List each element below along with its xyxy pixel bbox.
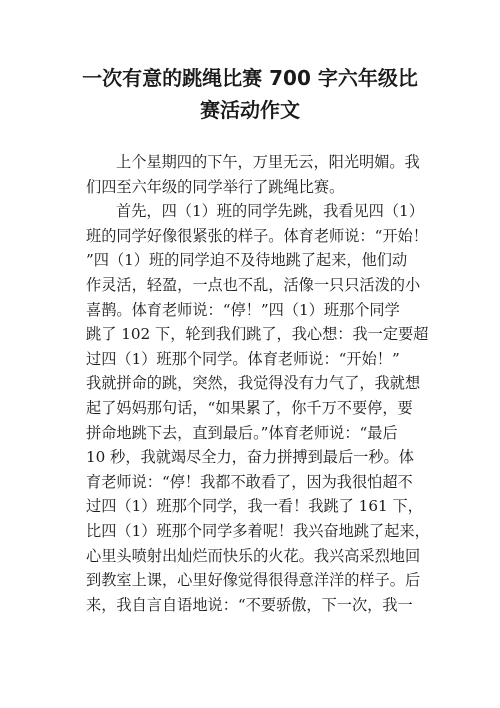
text-line: 到教室上课，心里好像觉得很得意洋洋的样子。后 — [86, 571, 421, 590]
text-line: ”四（1）班的同学迫不及待地跳了起来，他们动 — [86, 251, 408, 270]
text-line: 上个星期四的下午，万里无云，阳光明媚。我 — [116, 153, 420, 171]
text-line: 育老师说：“停！我都不敢看了，因为我很怕超不 — [86, 472, 413, 491]
text-line: 起了妈妈那句话，“如果累了，你千万不要停，要 — [86, 398, 413, 417]
text-line: 首先，四（1）班的同学先跳，我看见四（1） — [116, 202, 424, 221]
text-line: 们四至六年级的同学举行了跳绳比赛。 — [86, 177, 345, 196]
text-line: 10 秒，我就竭尽全力，奋力拼搏到最后一秒。体 — [86, 448, 414, 467]
text-line: 心里头喷射出灿烂而快乐的火花。我兴高采烈地回 — [86, 546, 421, 565]
text-line: 比四（1）班那个同学多着呢！我兴奋地跳了起来， — [86, 521, 430, 540]
text-line: 班的同学好像很紧张的样子。体育老师说：“开始！ — [86, 226, 428, 245]
text-line: 跳了 102 下，轮到我们跳了，我心想：我一定要超 — [86, 325, 429, 344]
paragraph — [86, 199, 430, 617]
text-line: 我就拼命的跳，突然，我觉得没有力气了，我就想 — [86, 374, 421, 393]
text-line: 过四（1）班那个同学。体育老师说：“开始！” — [86, 349, 400, 368]
text-line: 喜鹊。体育老师说：“停！”四（1）班那个同学 — [86, 300, 400, 319]
text-line: 来，我自言自语地说：“不要骄傲，下一次，我一 — [86, 595, 413, 614]
title-line: 一次有意的跳绳比赛 700 字六年级比 — [82, 66, 418, 90]
text-line: 过四（1）班那个同学，我一看！我跳了 161 下， — [86, 497, 423, 516]
text-line: 拼命地跳下去，直到最后。”体育老师说：“最后 — [86, 423, 398, 442]
text-line: 作灵活，轻盈，一点也不乱，活像一只只活泼的小 — [86, 275, 421, 294]
title-line: 赛活动作文 — [200, 98, 300, 122]
document-body — [86, 150, 430, 617]
document-title — [60, 62, 440, 126]
paragraph — [86, 150, 420, 199]
